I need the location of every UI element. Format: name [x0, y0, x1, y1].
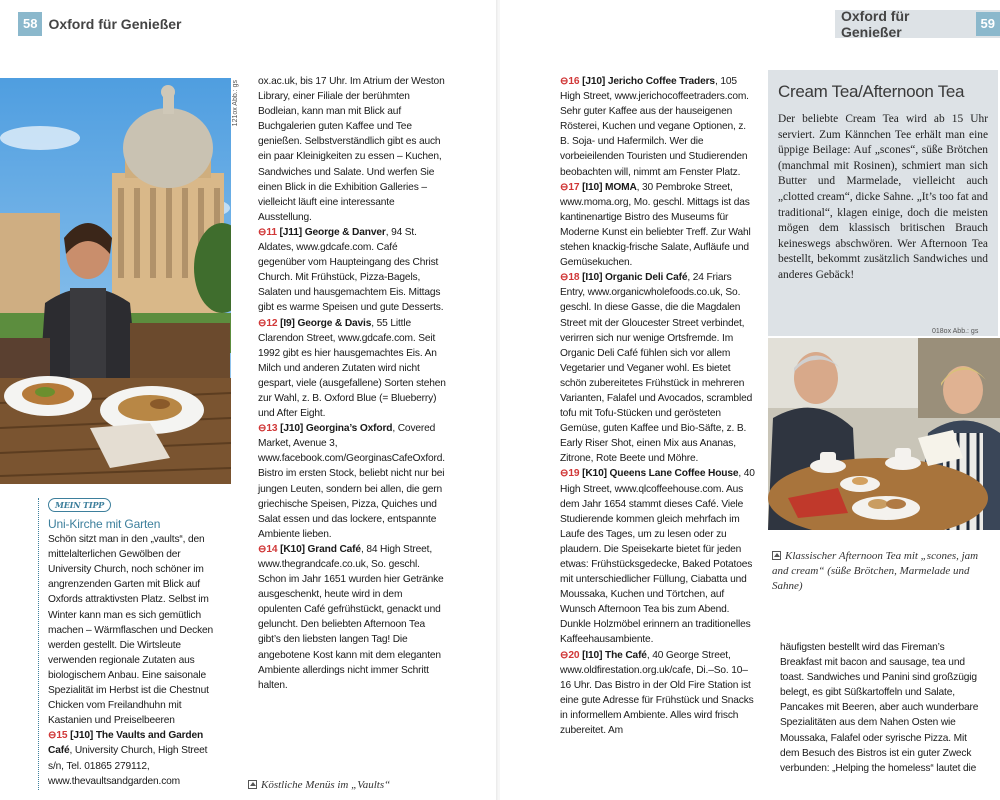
entry-12	[258, 316, 446, 422]
caption-vaults-text: Köstliche Menüs im „Vaults“	[261, 779, 391, 791]
tip-sidebar-rule	[38, 498, 39, 790]
map-pin-icon: ⊖15	[48, 730, 68, 742]
caption-afternoon-tea	[772, 549, 994, 594]
entry-16	[560, 74, 756, 180]
caption-afternoon-tea-text: Klassischer Afternoon Tea mit „scones, jam and cream“ (süße Brötchen, Marmelade und Sahne)	[772, 550, 979, 592]
entry-name: MOMA	[605, 181, 637, 193]
entry-name: George & Danver	[304, 226, 386, 238]
left-page	[0, 0, 498, 800]
entry-ref: [K10]	[582, 468, 607, 480]
photo-afternoon-tea	[768, 338, 1000, 530]
entry-15	[48, 728, 223, 788]
photo-credit-right: 018ox Abb.: gs	[932, 328, 979, 335]
tip-body: Schön sitzt man in den „vaults“, den mittelalterlichen Gewölben der University Church, noch schöner im angrenzenden Garten mit Blick auf Oxfords attraktivsten Platz. Selbst im Winter kann man es sich gemütlich machen – Wärmflaschen und Decken werden gestellt. Die Wirtsleute verwenden regionale Zutaten aus biologischem Anbau. Eine saisonale Spezialität im Herbst ist die Chestnut Chicken vom Freilandhuhn mit Kastanien und Preiselbeeren	[48, 534, 214, 727]
entry-ref: [J11]	[279, 226, 303, 238]
entry-details: , 94 St. Aldates, www.gdcafe.com. Café gegenüber vom Haupteingang des Christ Church. Mit Frühstück, Pizza-Bagels, Salaten und hausgemachtem Eis. Mittags gibt es warme Speisen und gute Desserts.	[258, 226, 444, 314]
entry-20	[560, 648, 756, 739]
entry-18	[560, 270, 756, 466]
entry-ref: [I9]	[280, 317, 295, 329]
box-body: Der beliebte Cream Tea wird ab 15 Uhr serviert. Zum Kännchen Tee erhält man eine üppige Beilage: Auf „scones“, süße Brötchen (manchmal mit Rosinen), schmiert man sich Butter und Marmelade, vielleicht auch „clotted cream“, dicke Sahne. „It’s too fat and traditional“, klagen einige, doch die meisten mögen dem klassisch britischen Brauch keineswegs abschwören. Wer Afternoon Tea bestellt, bekommt zusätzlich Sandwiches und anderes Gebäck!	[778, 113, 988, 281]
continuation-text: häufigsten bestellt wird das Fireman’s Breakfast mit bacon and sausage, tea und toast. Sandwiches und Panini sind großzügig belegt, es gibt Süßkartoffeln und Salate, Pancakes mit Beeren, aber auch wunderbare Spezialitäten aus dem Nahen Osten wie Moussaka, Falafel oder syrische Pizza. Mit dem Besuch des Bistros ist ein guter Zweck verbunden: „Helping the homeless“ lautet die	[780, 642, 979, 774]
tip-title: Uni-Kirche mit Garten	[48, 517, 161, 532]
mein-tipp-badge: MEIN TIPP	[48, 498, 111, 512]
right-header	[835, 10, 1000, 38]
entry-details: , Covered Market, Avenue 3, www.facebook.com/GeorginasCafeOxford. Bistro im ersten Stock, beliebt nicht nur bei jungen Leuten, sondern bei allen, die gern griechische Speisen, Pizza, Quiches und Salat essen und das lockere, entspannte Ambiente lieben.	[258, 423, 445, 540]
tip-box	[48, 498, 223, 789]
photo-caption-icon	[248, 780, 257, 789]
entry-details: , 84 High Street, www.thegrandcafe.co.uk, So. geschl. Schon im Jahr 1651 wurden hier Getränke ausgeschenkt, heute wird in dem opulenten Café gefrühstückt, genackt und geluncht. Den beliebten Afternoon Tea gibt’s den liebsten langen Tag! Die angebotene Kost kann mit dem eleganten Ambiente allerdings nicht immer Schritt halten.	[258, 543, 444, 691]
entry-ref: [K10]	[280, 543, 305, 555]
entry-name: Grand Café	[307, 543, 361, 555]
entry-details: , 40 George Street, www.oldfirestation.org.uk/cafe, Di.–So. 10–16 Uhr. Das Bistro in der Old Fire Station ist eine gute Adresse für Frühstück und Snacks in informellem Ambiente. Alles wird frisch zubereitet. Am	[560, 649, 754, 737]
entry-ref: [J10]	[582, 76, 606, 87]
entry-14	[258, 542, 446, 693]
entry-15-ref: [J10]	[70, 730, 94, 742]
map-pin-icon: ⊖18	[560, 272, 580, 284]
photo-radcliffe-cafe	[0, 78, 231, 484]
entry-details: , 55 Little Clarendon Street, www.gdcafe.com. Seit 1992 gibt es hier hausgemachtes Eis. An Milch und anderen Zutaten wird nicht gespart, viele (ausgefallene) Sorten stehen zur Wahl, z. B. Oxford Blue (= Blueberry) und After Eight.	[258, 317, 446, 420]
map-pin-icon: ⊖12	[258, 317, 278, 329]
photo-credit-left: 121ox Abb.: gs	[232, 80, 239, 127]
entry-11	[258, 225, 446, 316]
map-pin-icon: ⊖14	[258, 543, 278, 555]
entry-15-details: , University Church, High Street s/n, Tel. 01865 279112, www.thevaultsandgarden.com	[48, 745, 208, 787]
entry-ref: [I10]	[582, 272, 603, 284]
entry-details: , 24 Friars Entry, www.organicwholefoods.co.uk, So. geschl. In diese Gasse, die die Magdalen Street mit der Gloucester Street verbindet, verirren sich nur wenige Ortsfremde. Im Organic Deli Café fühlen sich vor allem Vegetarier und Veganer wohl. Es bietet schön zubereitetes Frühstück in mehreren Varianten, Falafel und Avocados, scrambled tofu mit Tofu-Stücken und gerösteten Gemüse, guten Kaffee und Bio-Säfte, z. B. Early Riser Shot, einen Mix aus Ananas, Zitrone, Rote Beete und Möhre.	[560, 272, 753, 465]
page-number-right: 59	[976, 12, 1000, 36]
running-title-right: Oxford für Genießer	[841, 8, 910, 40]
entry-name: Georgina’s Oxford	[305, 423, 393, 435]
entry-details: , 30 Pembroke Street, www.moma.org, Mo. geschl. Mittags ist das kantinenartige Bistro des Museums für Moderne Kunst ein beliebter Treff. Zur Wahl stehen knackig-frische Salate, Aufläufe und Gemüsekuchen.	[560, 181, 751, 269]
entry-details: , 105 High Street, www.jerichocoffeetraders.com. Sehr guter Kaffee aus der hauseigenen Rösterei, Kuchen und vegane Optionen, z. B. Soja- und Hafermilch. Wer die vorbeieilenden Touristen und Studierenden beobachten will, nimmt am Fenster Platz.	[560, 76, 749, 178]
left-text-column	[258, 74, 446, 693]
map-pin-icon: ⊖13	[258, 423, 278, 435]
map-pin-icon: ⊖11	[258, 226, 277, 238]
entry-ref: [I10]	[582, 649, 603, 661]
box-title: Cream Tea/Afternoon Tea	[778, 82, 965, 101]
left-header	[18, 12, 188, 36]
map-pin-icon: ⊖20	[560, 649, 580, 661]
entry-name: Jericho Coffee Traders	[607, 76, 715, 87]
entry-15-name: The Vaults and Garden Café	[48, 730, 204, 757]
entry-name: The Café	[605, 649, 647, 661]
entry-17	[560, 180, 756, 271]
map-pin-icon: ⊖16	[560, 76, 580, 87]
entry-name: Organic Deli Café	[605, 272, 688, 284]
map-pin-icon: ⊖17	[560, 181, 580, 193]
page-number-left: 58	[18, 12, 42, 36]
running-title-left: Oxford für Genießer	[48, 16, 182, 32]
map-pin-icon: ⊖19	[560, 468, 580, 480]
entry-details: , 40 High Street, www.qlcoffeehouse.com. Aus dem Jahr 1654 stammt dieses Café. Viele Studierende kommen gleich mehrfach im Laufe des Tages, um zu lesen oder zu plaudern. Die Speisekarte bietet für jeden etwas: Frühstücksgedecke, Baked Potatoes mit unterschiedlicher Füllung, Ciabatta und Moussaka, Kuchen und Törtchen, auf Wunsch Afternoon Tea bis zum Abend. Dunkle Holzmöbel erinnern an traditionelles Kaffeehausambiente.	[560, 468, 755, 646]
col2-intro: ox.ac.uk, bis 17 Uhr. Im Atrium der Weston Library, einer Filiale der berühmten Bodleian, kann man mit Blick auf Buchgalerien guten Kaffee und Tee genießen. Selbstverständlich gibt es auch ein paar Kleinigkeiten zu essen – Kuchen, Sandwiches und Salate. Und werfen Sie einen Blick in die Exhibition Galleries – vielleicht läuft eine interessante Ausstellung.	[258, 76, 445, 223]
entry-name: Queens Lane Coffee House	[609, 468, 739, 480]
entry-ref: [J10]	[280, 423, 304, 435]
entry-19	[560, 466, 756, 647]
right-continuation-column	[780, 640, 980, 776]
entry-name: George & Davis	[297, 317, 372, 329]
cream-tea-box	[768, 70, 998, 336]
entry-ref: [I10]	[582, 181, 603, 193]
right-text-column	[560, 74, 756, 738]
photo-caption-icon	[772, 551, 781, 560]
entry-13	[258, 421, 446, 542]
caption-vaults	[248, 778, 448, 793]
